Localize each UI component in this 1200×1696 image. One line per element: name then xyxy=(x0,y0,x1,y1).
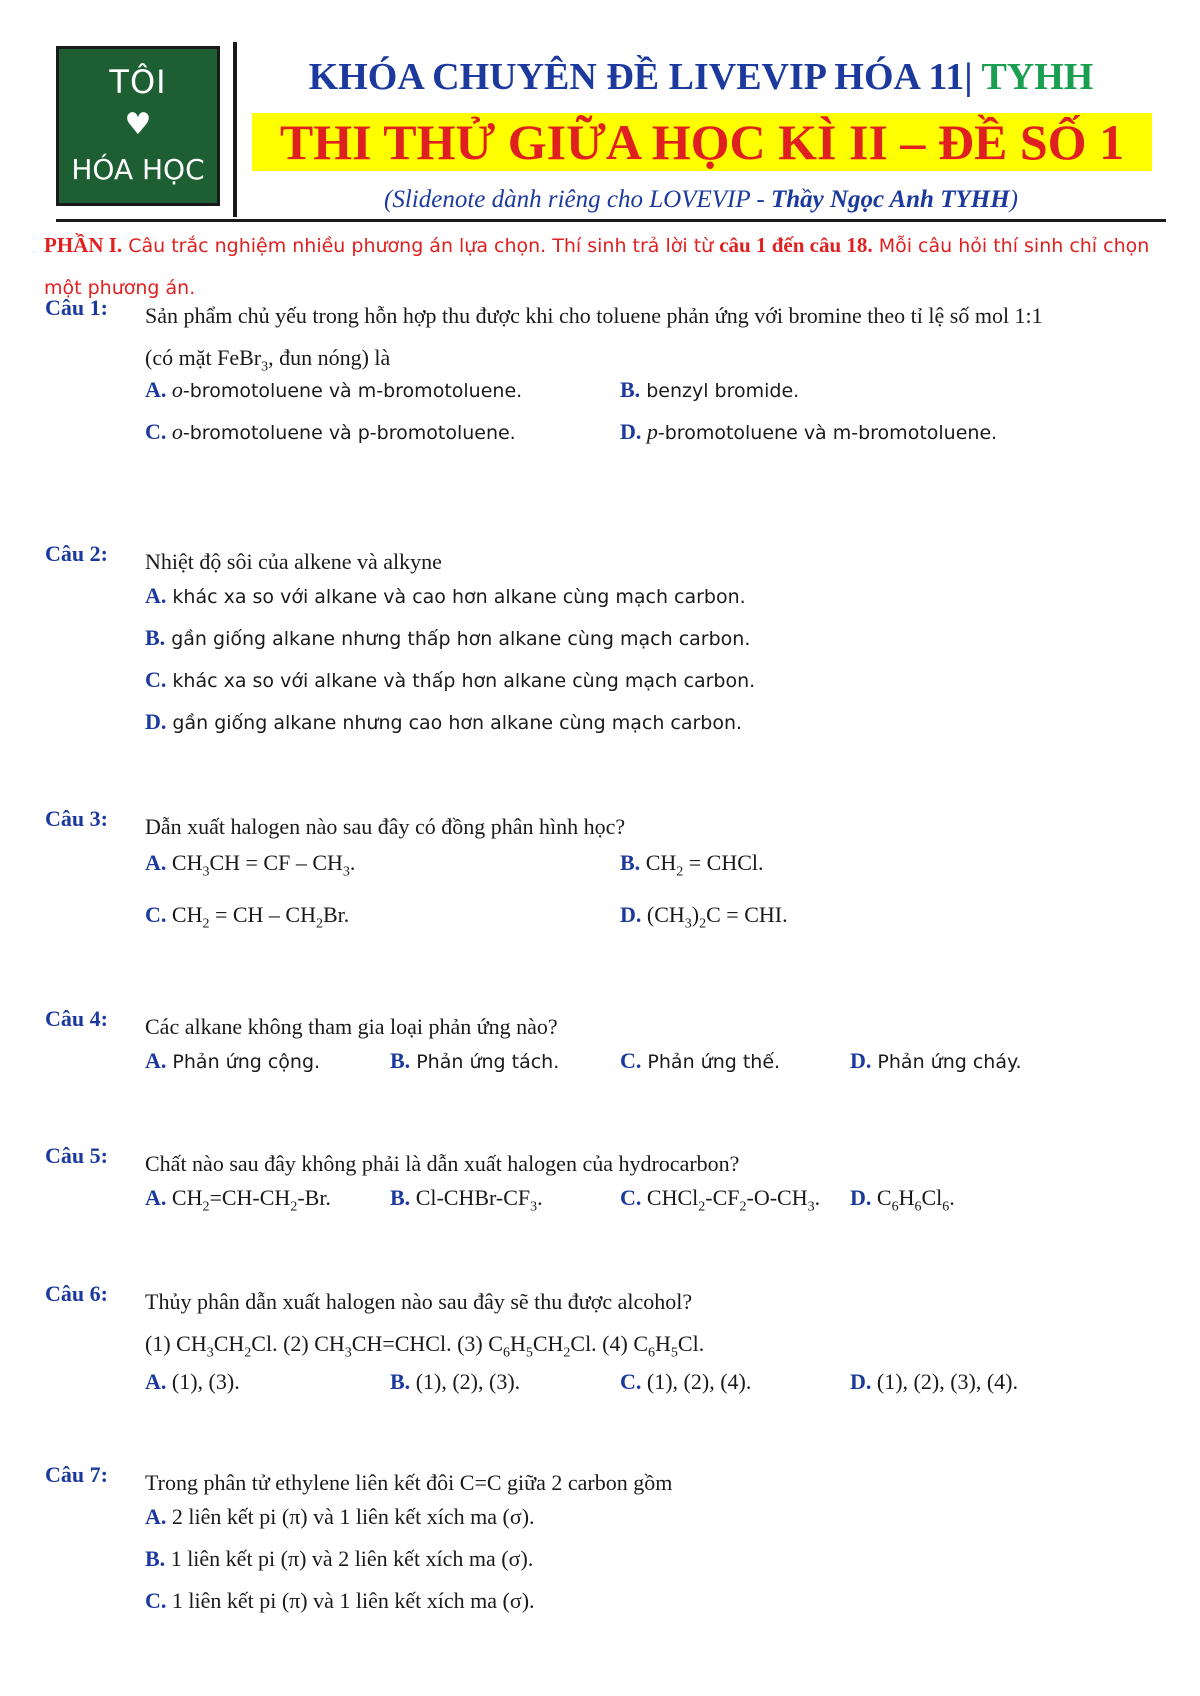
question-label: Câu 3: xyxy=(45,806,108,831)
formula-part: . xyxy=(814,1185,821,1210)
option-a[interactable] xyxy=(145,1185,331,1215)
option-text: Phản ứng cộng. xyxy=(166,1051,321,1073)
formula-part: = CH – CH xyxy=(209,902,316,927)
formula-part: Cl. (2) CH xyxy=(251,1331,345,1356)
text-part: (có mặt FeBr xyxy=(145,345,262,370)
option-text: (1), (2), (3). xyxy=(410,1369,521,1394)
formula-part: Cl. xyxy=(677,1331,705,1356)
option-letter: C. xyxy=(620,1369,642,1394)
formula-part: Br. xyxy=(322,902,350,927)
option-text: (1), (2), (3), (4). xyxy=(871,1369,1018,1394)
formula-part: CH xyxy=(213,1331,245,1356)
subscript: 3 xyxy=(261,359,269,375)
subscript: 3 xyxy=(202,864,210,880)
option-d[interactable] xyxy=(145,709,742,735)
option-text: -bromotoluene và p-bromotoluene. xyxy=(182,422,516,444)
formula-part: (1) CH xyxy=(145,1331,207,1356)
subscript: 2 xyxy=(676,864,684,880)
subscript: 6 xyxy=(502,1345,510,1361)
option-letter: A. xyxy=(145,1185,167,1210)
option-italic: o xyxy=(171,419,183,444)
option-letter: A. xyxy=(145,1369,167,1394)
option-letter: B. xyxy=(145,625,166,650)
course-title-text: KHÓA CHUYÊN ĐỀ LIVEVIP HÓA 11| xyxy=(308,56,973,98)
option-text: gần giống alkane nhưng thấp hơn alkane cùng mạch carbon. xyxy=(165,628,751,650)
option-letter: B. xyxy=(390,1048,411,1073)
option-letter: A. xyxy=(145,583,167,608)
formula-part: CH = CF – CH xyxy=(209,850,343,875)
subscript: 6 xyxy=(942,1199,950,1215)
question-label: Câu 2: xyxy=(45,541,108,566)
formula-part: -O-CH xyxy=(746,1185,808,1210)
option-b[interactable] xyxy=(390,1369,520,1395)
option-text: -bromotoluene và m-bromotoluene. xyxy=(182,380,523,402)
option-text: (1), (3). xyxy=(166,1369,240,1394)
option-c[interactable] xyxy=(145,902,349,932)
formula-part: -Br. xyxy=(297,1185,331,1210)
option-d[interactable] xyxy=(850,1185,955,1215)
subscript: 2 xyxy=(244,1345,252,1361)
option-c[interactable] xyxy=(145,419,516,445)
formula-part: ) xyxy=(691,902,700,927)
note-prefix: (Slidenote dành riêng cho LOVEVIP - xyxy=(384,186,771,213)
option-b[interactable] xyxy=(620,377,799,403)
exam-title: THI THỬ GIỮA HỌC KÌ II – ĐỀ SỐ 1 xyxy=(252,113,1152,171)
subscript: 2 xyxy=(563,1345,571,1361)
formula-part: Cl-CHBr-CF xyxy=(410,1185,531,1210)
option-text: Phản ứng tách. xyxy=(410,1051,560,1073)
subscript: 2 xyxy=(698,1199,706,1215)
subscript: 3 xyxy=(807,1199,815,1215)
subscript: 2 xyxy=(315,916,323,932)
formula-part: . xyxy=(349,850,356,875)
option-letter: B. xyxy=(620,377,641,402)
option-italic: o xyxy=(171,377,183,402)
option-text: benzyl bromide. xyxy=(640,380,800,402)
formula-part: H xyxy=(898,1185,915,1210)
question-label: Câu 7: xyxy=(45,1462,108,1487)
option-c[interactable] xyxy=(145,1588,535,1614)
subscript: 3 xyxy=(344,1345,352,1361)
option-letter: C. xyxy=(145,419,167,444)
part-range: câu 1 đến câu 18. xyxy=(719,233,873,257)
question-label: Câu 5: xyxy=(45,1143,108,1168)
logo-line-3: HÓA HỌC xyxy=(71,153,205,186)
option-italic: p xyxy=(646,419,658,444)
option-c[interactable] xyxy=(145,667,755,693)
formula-part: . xyxy=(537,1185,543,1210)
option-a[interactable] xyxy=(145,1369,240,1395)
option-d[interactable] xyxy=(620,902,788,932)
option-letter: C. xyxy=(145,1588,167,1613)
question-text: Trong phân tử ethylene liên kết đôi C=C giữa 2 carbon gồm xyxy=(145,1470,673,1495)
option-d[interactable] xyxy=(620,419,997,445)
subscript: 5 xyxy=(525,1345,533,1361)
question-text xyxy=(145,1281,1155,1374)
subscript: 3 xyxy=(530,1199,538,1215)
option-letter: C. xyxy=(145,902,167,927)
course-title xyxy=(236,55,1166,99)
question-line-1: Thủy phân dẫn xuất halogen nào sau đây sẽ thu được alcohol? xyxy=(145,1289,693,1314)
option-letter: D. xyxy=(850,1185,872,1210)
option-letter: B. xyxy=(145,1546,166,1571)
formula-part: Cl xyxy=(921,1185,943,1210)
option-d[interactable] xyxy=(850,1369,1018,1395)
question-text: Các alkane không tham gia loại phản ứng nào? xyxy=(145,1014,558,1039)
formula-part: . xyxy=(949,1185,955,1210)
option-letter: D. xyxy=(145,709,167,734)
subscript: 3 xyxy=(206,1345,214,1361)
option-letter: A. xyxy=(145,1048,167,1073)
option-a[interactable] xyxy=(145,850,355,880)
subscript: 2 xyxy=(699,916,707,932)
subscript: 6 xyxy=(648,1345,656,1361)
formula-part: CHCl xyxy=(641,1185,699,1210)
subscript: 3 xyxy=(342,864,350,880)
option-text: Phản ứng cháy. xyxy=(871,1051,1022,1073)
option-b[interactable] xyxy=(620,850,764,880)
option-a[interactable] xyxy=(145,1048,320,1074)
question-text xyxy=(145,295,1155,388)
formula-part: (CH xyxy=(641,902,685,927)
option-letter: A. xyxy=(145,850,167,875)
question-line-1: Sản phẩm chủ yếu trong hỗn hợp thu được khi cho toluene phản ứng với bromine theo tỉ lệ số mol 1:1 xyxy=(145,303,1043,328)
formula-part: =CH-CH xyxy=(209,1185,291,1210)
option-text: Phản ứng thế. xyxy=(641,1051,781,1073)
question-text: Chất nào sau đây không phải là dẫn xuất halogen của hydrocarbon? xyxy=(145,1151,740,1176)
question-list xyxy=(145,1323,1155,1374)
subscript: 2 xyxy=(202,916,210,932)
option-text: 1 liên kết pi (π) và 1 liên kết xích ma (σ). xyxy=(166,1588,535,1613)
option-d[interactable] xyxy=(850,1048,1022,1074)
formula-part: = CHCl. xyxy=(683,850,764,875)
formula-part: CH xyxy=(640,850,677,875)
logo xyxy=(56,46,220,206)
part-text-a: Câu trắc nghiệm nhiều phương án lựa chọn. Thí sinh trả lời từ xyxy=(122,235,720,257)
formula-part: -CF xyxy=(705,1185,740,1210)
option-b[interactable] xyxy=(390,1048,559,1074)
option-text: (1), (2), (4). xyxy=(641,1369,752,1394)
formula-part: H xyxy=(655,1331,671,1356)
option-letter: B. xyxy=(390,1369,411,1394)
option-text: 2 liên kết pi (π) và 1 liên kết xích ma (σ). xyxy=(166,1504,535,1529)
note-suffix: ) xyxy=(1009,186,1018,213)
option-c[interactable] xyxy=(620,1048,780,1074)
formula-part: CH=CHCl. (3) C xyxy=(351,1331,503,1356)
formula-part: CH xyxy=(166,1185,203,1210)
header-note xyxy=(236,186,1166,214)
subscript: 6 xyxy=(891,1199,899,1215)
course-brand: TYHH xyxy=(972,56,1094,98)
part-label: PHẦN I. xyxy=(44,233,123,257)
option-letter: A. xyxy=(145,1504,167,1529)
option-a[interactable] xyxy=(145,377,522,403)
option-letter: D. xyxy=(620,419,642,444)
option-text: 1 liên kết pi (π) và 2 liên kết xích ma (σ). xyxy=(165,1546,534,1571)
option-text: khác xa so với alkane và thấp hơn alkane cùng mạch carbon. xyxy=(166,670,756,692)
formula-part: CH xyxy=(532,1331,564,1356)
option-letter: C. xyxy=(620,1048,642,1073)
option-letter: A. xyxy=(145,377,167,402)
formula-part: H xyxy=(509,1331,526,1356)
part-text-b: Mỗi câu hỏi thí sinh chỉ chọn một phương án. xyxy=(44,235,1150,299)
option-a[interactable] xyxy=(145,583,746,609)
question-text: Nhiệt độ sôi của alkene và alkyne xyxy=(145,549,442,574)
option-letter: B. xyxy=(390,1185,411,1210)
option-b[interactable] xyxy=(390,1185,543,1215)
subscript: 6 xyxy=(914,1199,922,1215)
logo-line-1: TÔI xyxy=(109,63,167,101)
text-part: , đun nóng) là xyxy=(268,345,391,370)
subscript: 2 xyxy=(202,1199,210,1215)
formula-part: CH xyxy=(166,850,203,875)
option-letter: C. xyxy=(620,1185,642,1210)
option-letter: C. xyxy=(145,667,167,692)
option-b[interactable] xyxy=(145,1546,533,1572)
option-letter: D. xyxy=(850,1048,872,1073)
heart-icon: ♥ xyxy=(124,107,152,142)
subscript: 2 xyxy=(290,1199,298,1215)
subscript: 2 xyxy=(739,1199,747,1215)
option-text: gần giống alkane nhưng cao hơn alkane cùng mạch carbon. xyxy=(166,712,743,734)
question-label: Câu 6: xyxy=(45,1281,108,1306)
option-letter: B. xyxy=(620,850,641,875)
subscript: 3 xyxy=(684,916,692,932)
note-teacher: Thầy Ngọc Anh TYHH xyxy=(770,186,1010,213)
option-c[interactable] xyxy=(620,1369,751,1395)
question-label: Câu 1: xyxy=(45,295,108,320)
option-text: khác xa so với alkane và cao hơn alkane cùng mạch carbon. xyxy=(166,586,746,608)
option-letter: D. xyxy=(620,902,642,927)
subscript: 5 xyxy=(670,1345,678,1361)
formula-part: C xyxy=(871,1185,892,1210)
question-text: Dẫn xuất halogen nào sau đây có đồng phân hình học? xyxy=(145,814,626,839)
formula-part: C = CHI. xyxy=(706,902,788,927)
option-a[interactable] xyxy=(145,1504,535,1530)
question-label: Câu 4: xyxy=(45,1006,108,1031)
option-b[interactable] xyxy=(145,625,750,651)
option-letter: D. xyxy=(850,1369,872,1394)
header-divider-horizontal xyxy=(56,219,1166,222)
formula-part: Cl. (4) C xyxy=(570,1331,649,1356)
formula-part: CH xyxy=(166,902,203,927)
option-text: -bromotoluene và m-bromotoluene. xyxy=(657,422,998,444)
option-c[interactable] xyxy=(620,1185,820,1215)
